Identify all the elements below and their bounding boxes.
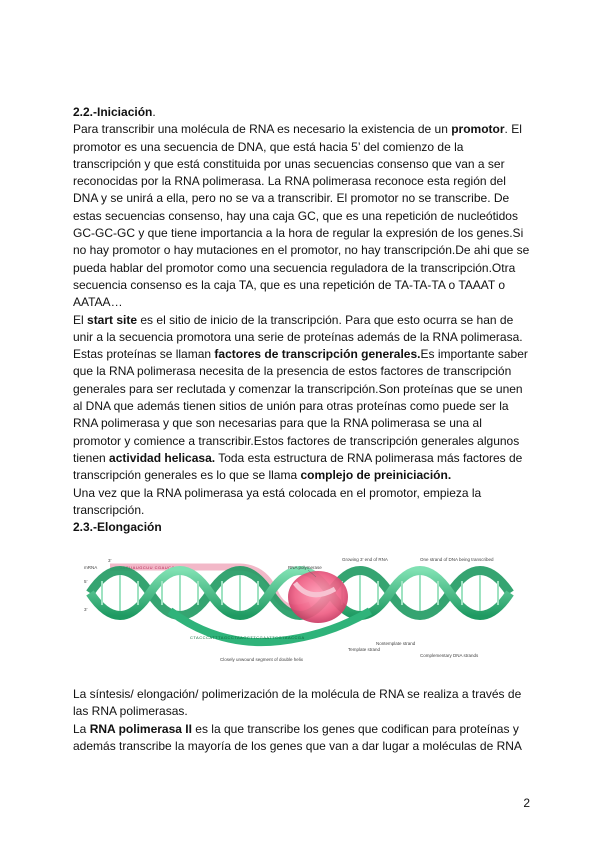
section-after-figure — [73, 686, 533, 755]
label-template-strand: Template strand — [348, 647, 381, 652]
heading-iniciacion: 2.2.-Iniciación — [73, 105, 153, 119]
label-complementary: Complementary DNA strands — [420, 653, 479, 658]
bold-term-rna-pol-ii: RNA polimerasa II — [89, 721, 192, 736]
dna-sequence: CTACCCATTTAGCCTAAGCTTCGAATTCGTAACCGA — [190, 635, 305, 640]
paragraph-polimerasa-colocada: Una vez que la RNA polimerasa ya está colocada en el promotor, empieza la transcripción. — [73, 485, 482, 517]
section-elongation — [73, 519, 533, 536]
section-initiation — [73, 104, 533, 519]
text-run: Para transcribir una molécula de RNA es necesario la existencia de un — [73, 122, 452, 137]
heading-dot: . — [152, 105, 156, 119]
text-run: es la que transcribe los genes que codifican para proteínas y además transcribe la mayoría de los genes que van a dar lugar a moléculas de RNA — [73, 721, 522, 753]
bold-term-helicasa: actividad helicasa. — [109, 450, 216, 465]
label-growing-end: Growing 3’ end of RNA — [342, 557, 388, 562]
label-3-prime-left: 3’ — [84, 607, 88, 612]
section-heading — [73, 104, 533, 121]
text-run: El — [73, 312, 88, 327]
label-closely-unwound: Closely unwound segment of double helix — [220, 657, 304, 662]
paragraph-sintesis: La síntesis/ elongación/ polimerización de la molécula de RNA se realiza a través de las RNA polimerasas. — [73, 687, 522, 719]
label-mrna: mRNA — [84, 565, 98, 570]
bold-term-promotor: promotor — [451, 122, 505, 137]
bold-term-start-site: start site — [87, 312, 138, 327]
paragraph-start-site — [73, 312, 533, 485]
mrna-sequence: JAGUAUGCUU CGAUCCGGA — [120, 565, 186, 570]
text-run: es el sitio de inicio de la transcripción. Para que esto ocurra se han de unir a la secuencia promotora una serie de proteínas además de la RNA polimerasa. Estas proteínas se llaman — [73, 312, 523, 362]
bold-term-complejo: complejo de preiniciación. — [300, 468, 452, 483]
label-5-prime-left: 5’ — [84, 579, 88, 584]
page-number: 2 — [523, 796, 530, 810]
label-3-prime-top: 3’ — [108, 558, 112, 563]
text-run: Toda esta estructura de RNA polimerasa más factores de transcripción generales es lo que se llama — [73, 450, 523, 483]
text-run: . El promotor es una secuencia de DNA, que está hacia 5’ del comienzo de la transcripción y que está constituida por unas secuencias consenso que van a ser reconocidas por la RNA polimerasa. La RNA polimerasa reconoce esta región del DNA y se unirá a ella, pero no se va a transcribir. El promotor no se transcribe. De estas secuencias consenso, hay una caja GC, que es una repetición de nucleótidos GC-GC-GC y que tiene importancia a la hora de regular la expresión de los genes.Si no hay promotor o hay mutaciones en el promotor, no hay transcripción.De ahi que se pueda hablar del promotor como una secuencia reguladora de la transcripción.Otra secuencia consenso es la caja TA, que es una repetición de TA-TA-TA o TAAAT o AATAA… — [73, 122, 530, 310]
label-one-strand: One strand of DNA being transcribed — [420, 557, 494, 562]
paragraph-polimerasa-ii — [73, 721, 533, 756]
paragraph-promotor — [73, 121, 533, 311]
label-nontemplate-strand: Nontemplate strand — [376, 641, 416, 646]
text-run: La — [73, 721, 90, 736]
bold-term-factores: factores de transcripción generales. — [214, 347, 421, 362]
heading-elongacion: 2.3.-Elongación — [73, 520, 162, 534]
text-run: Es importante saber que la RNA polimerasa necesita de la presencia de estos factores de transcripción generales para ser reclutada y comenzar la transcripción.Son proteínas que se unen al DNA que además tienen sitios de unión para otras proteínas como puede ser la RNA polimerasa y que son necesarias para que la RNA polimerasa se una al promotor y comience a transcribir.Estos factores de transcripción generales algunos tienen — [73, 347, 528, 465]
transcription-elongation-figure — [80, 553, 520, 679]
label-rna-polymerase: RNA polymerase — [288, 565, 322, 570]
